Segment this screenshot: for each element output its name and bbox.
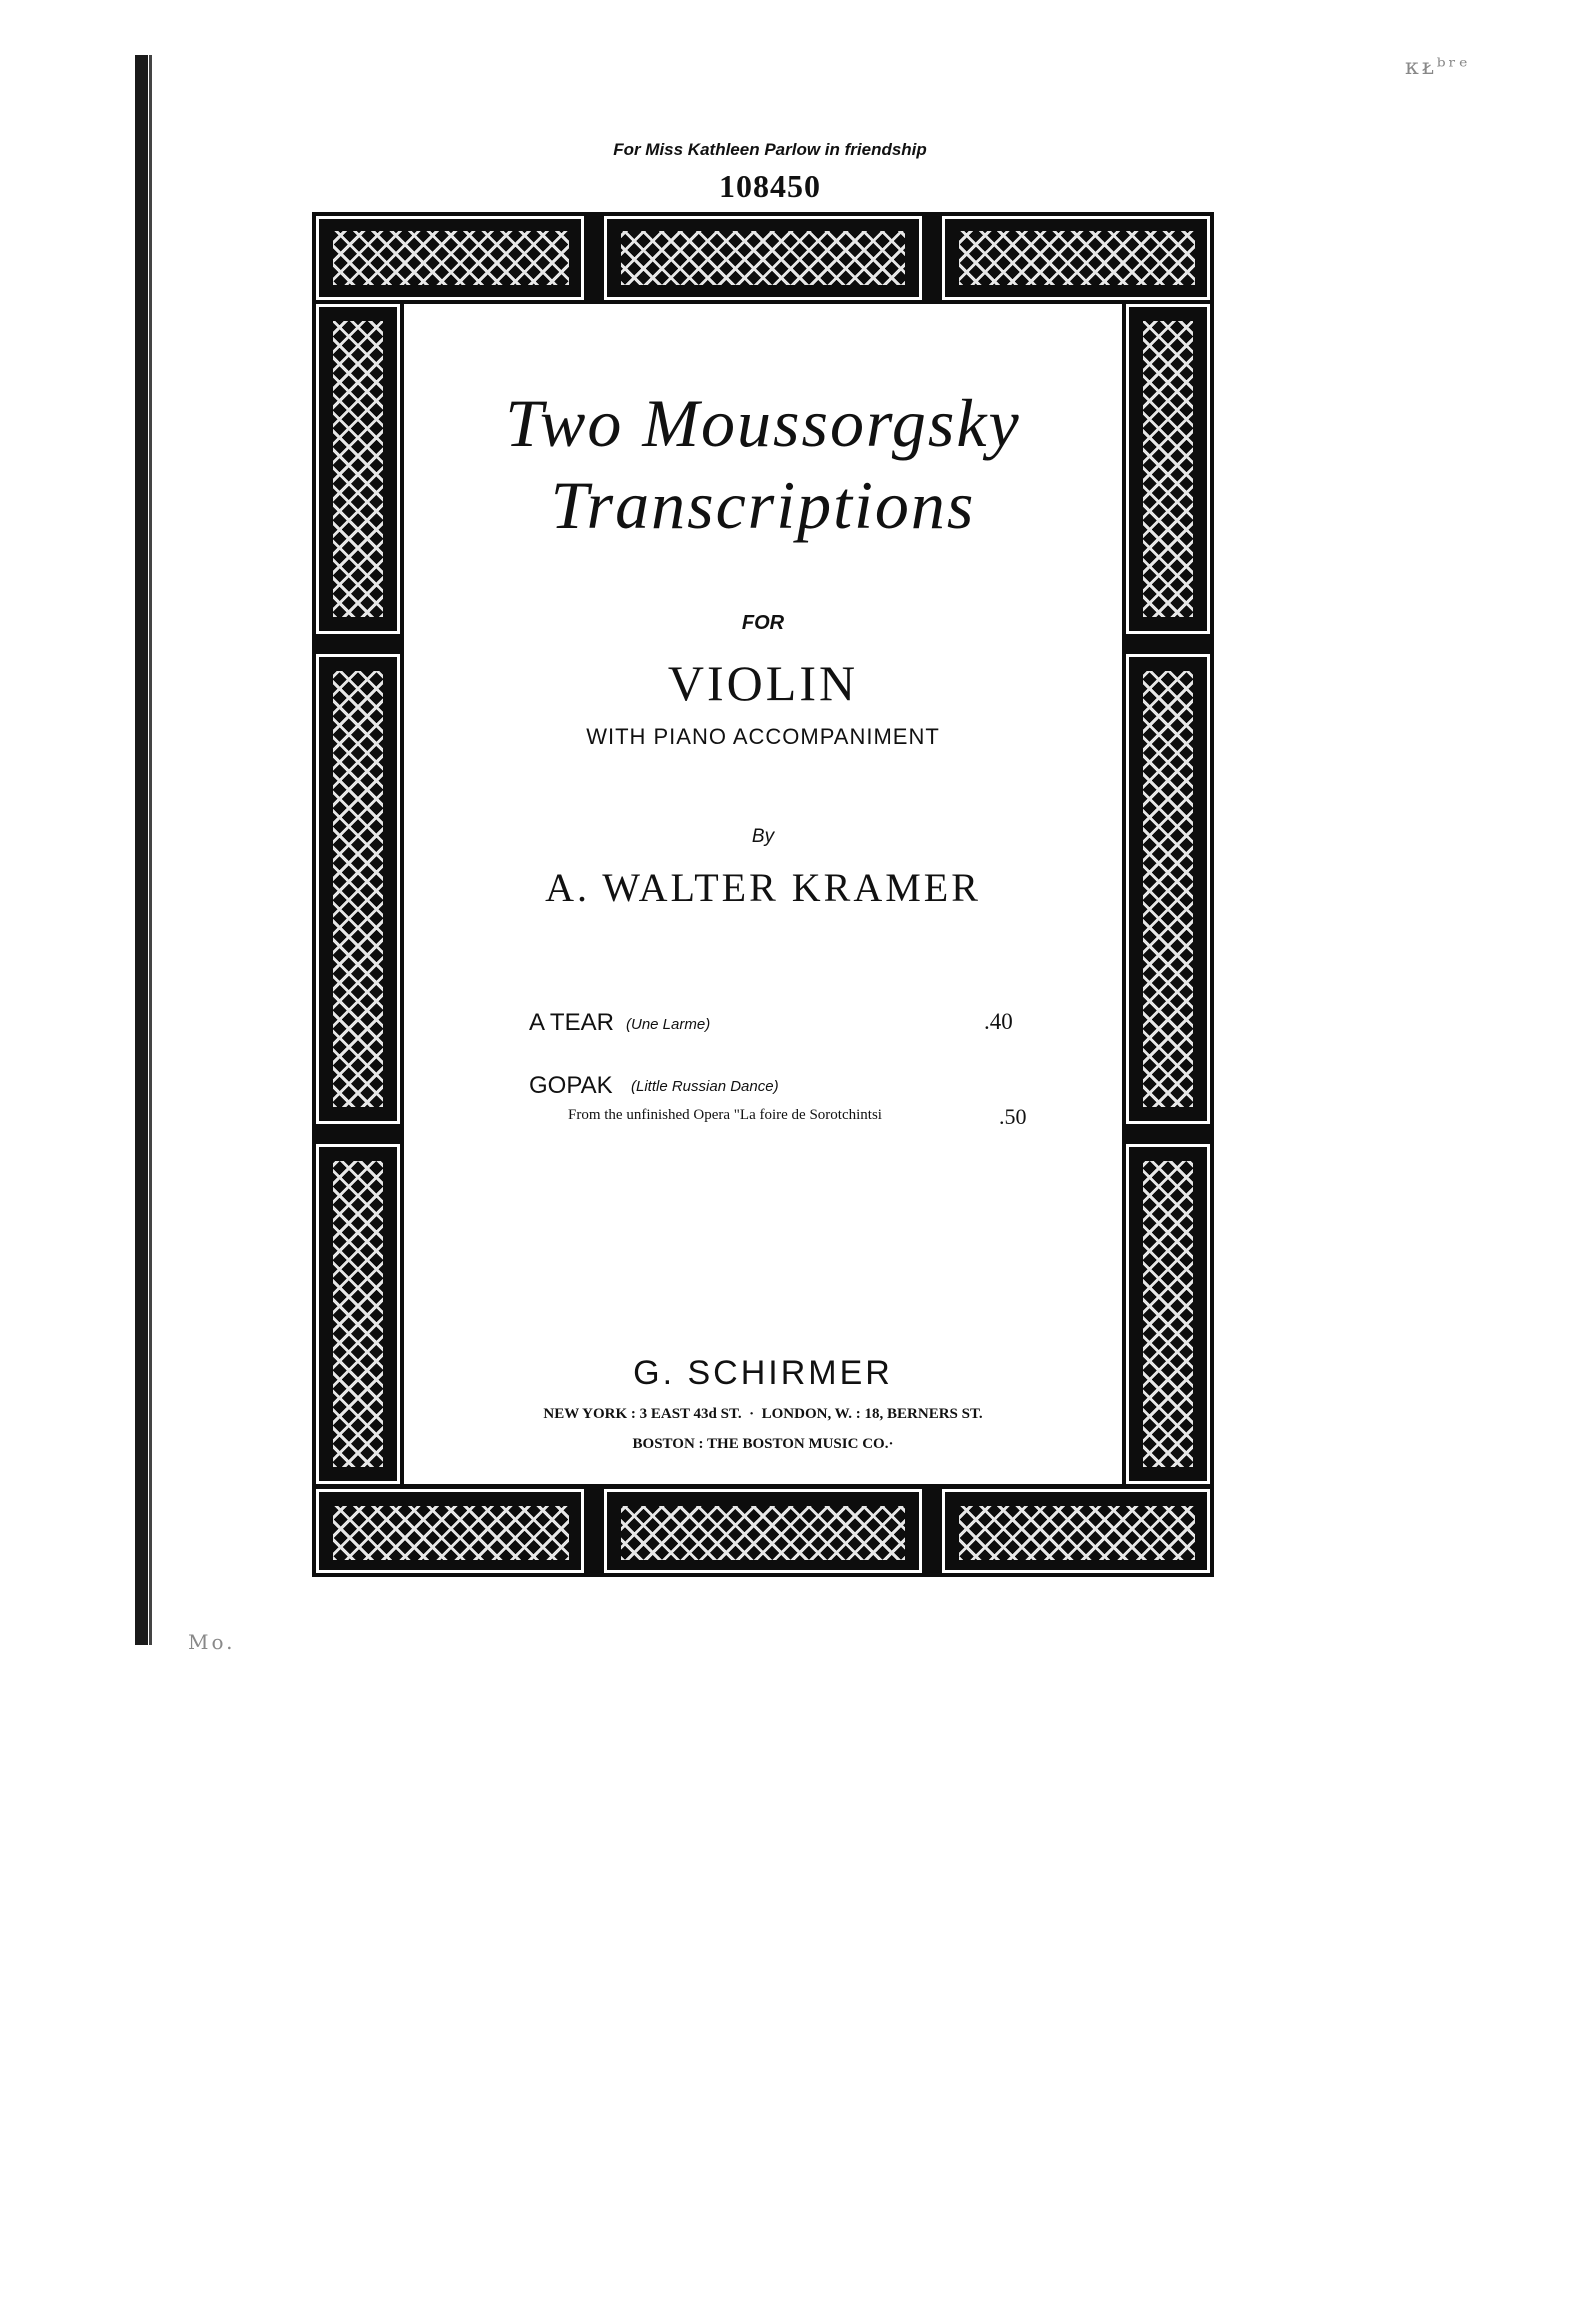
piece-2-note: From the unfinished Opera "La foire de Sorotchintsi	[568, 1107, 882, 1123]
title-panel	[404, 304, 1122, 1484]
pencil-annotation: ᴋᴌᵇʳᵉ	[1405, 55, 1471, 80]
piece-2-subtitle: (Little Russian Dance)	[631, 1078, 779, 1095]
border-panel-bottom-right	[942, 1489, 1210, 1573]
instrument: VIOLIN	[667, 655, 859, 711]
border-panel-right-3	[1126, 1144, 1210, 1484]
title-line-1: Two Moussorgsky	[505, 385, 1021, 461]
dedication: For Miss Kathleen Parlow in friendship	[613, 140, 927, 159]
for-label: FOR	[741, 612, 785, 634]
border-panel-bottom-left	[316, 1489, 584, 1573]
border-panel-left-2	[316, 654, 400, 1124]
binding-edge	[135, 55, 148, 1645]
title-line-2: Transcriptions	[550, 467, 976, 543]
celtic-border	[312, 212, 1214, 1577]
border-panel-top-right	[942, 216, 1210, 300]
piece-2-title: GOPAK	[529, 1072, 613, 1099]
boston-agent: BOSTON : THE BOSTON MUSIC CO.·	[632, 1436, 894, 1452]
binding-edge-shadow	[149, 55, 152, 1645]
border-panel-right-1	[1126, 304, 1210, 634]
pencil-annotation-left: Mo.	[188, 1630, 236, 1654]
border-panel-top-left	[316, 216, 584, 300]
border-panel-right-2	[1126, 654, 1210, 1124]
border-panel-top-center	[604, 216, 922, 300]
catalog-number: 108450	[719, 168, 821, 204]
piece-2-price: .50	[999, 1104, 1027, 1129]
border-panel-left-1	[316, 304, 400, 634]
composer: A. WALTER KRAMER	[545, 865, 981, 910]
piece-1-title: A TEAR	[529, 1009, 614, 1036]
piece-1-price: .40	[984, 1009, 1013, 1034]
publisher: G. SCHIRMER	[633, 1354, 893, 1392]
by-label: By	[751, 826, 775, 847]
border-panel-bottom-center	[604, 1489, 922, 1573]
piece-1-subtitle: (Une Larme)	[626, 1016, 711, 1033]
publisher-addresses: NEW YORK : 3 EAST 43d ST. · LONDON, W. : 18, BERNERS ST.	[543, 1406, 983, 1422]
border-panel-left-3	[316, 1144, 400, 1484]
accompaniment: WITH PIANO ACCOMPANIMENT	[586, 724, 940, 749]
